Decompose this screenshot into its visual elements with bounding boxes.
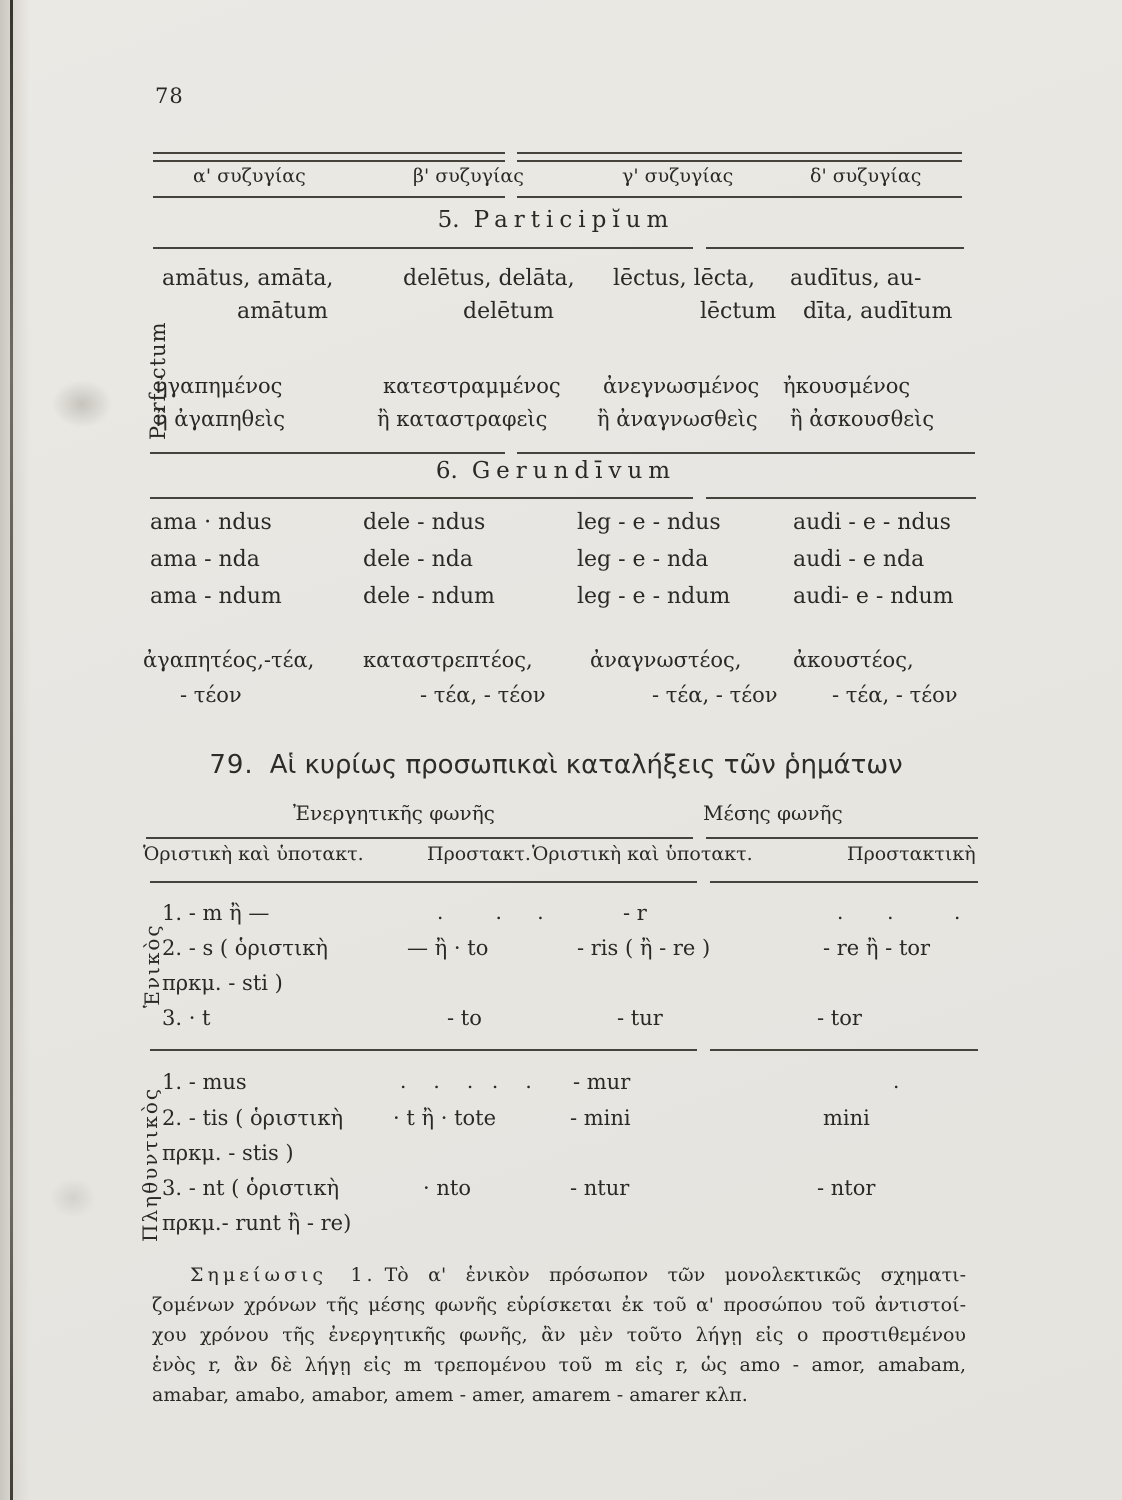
ending-cell-empty: . . . . . bbox=[400, 1069, 534, 1093]
page-number: 78 bbox=[155, 84, 184, 108]
participle-greek-cell: ἢ ἀγαπηθεὶς bbox=[155, 407, 286, 431]
gerundive-latin-cell: dele - ndum bbox=[363, 584, 495, 609]
note-line bbox=[152, 1262, 966, 1289]
participle-latin-cell: delētus, delāta, bbox=[403, 266, 575, 291]
ending-cell: - tor bbox=[817, 1006, 862, 1030]
ending-cell: - tur bbox=[617, 1006, 663, 1030]
ending-cell-empty: . . . bbox=[837, 900, 963, 924]
gerundive-greek-cell: - τέον bbox=[180, 683, 242, 707]
participle-latin-cell: lēctum bbox=[700, 299, 777, 324]
note-label: Σημείωσις 1. bbox=[190, 1264, 377, 1286]
ending-cell: - mur bbox=[573, 1070, 631, 1094]
rule bbox=[710, 1049, 978, 1051]
gerundive-latin-cell: audi - e nda bbox=[793, 547, 925, 572]
gerundive-greek-cell: καταστρεπτέος, bbox=[363, 648, 533, 672]
gerundive-greek-cell: ἀναγνωστέος, bbox=[590, 648, 742, 672]
ending-cell: - to bbox=[447, 1006, 482, 1030]
participle-latin-cell: dīta, audītum bbox=[803, 299, 953, 324]
ending-cell: mini bbox=[823, 1106, 870, 1130]
scan-smudge bbox=[52, 380, 112, 428]
rule bbox=[706, 837, 978, 839]
section-heading-gerundivum bbox=[150, 458, 962, 484]
gerundive-greek-cell: ἀγαπητέος,-τέα, bbox=[143, 648, 315, 672]
rule bbox=[150, 452, 505, 454]
ending-cell: 3. · t bbox=[162, 1006, 211, 1030]
note-line: ἑνὸς r, ἂν δὲ λήγῃ εἰς m τρεπομένου τοῦ m εἰς r, ὡς amo - amor, amabam, bbox=[152, 1354, 966, 1376]
gerundive-greek-cell: - τέα, - τέον bbox=[832, 683, 958, 707]
col-header-3: Ὁριστικὴ καὶ ὑποτακτ. bbox=[532, 843, 753, 865]
participle-greek-cell: ἢ ἀσκουσθεὶς bbox=[790, 407, 935, 431]
section-title: Participĭum bbox=[473, 207, 675, 233]
rule bbox=[706, 497, 976, 499]
ending-cell: - ris ( ἢ - re ) bbox=[577, 936, 711, 960]
participle-latin-cell: amātus, amāta, bbox=[162, 266, 334, 291]
rule bbox=[153, 196, 505, 198]
rule bbox=[153, 160, 505, 162]
ending-cell: - mini bbox=[570, 1106, 631, 1130]
ending-cell: - ntor bbox=[817, 1176, 876, 1200]
ending-cell: 1. - m ἢ — bbox=[162, 901, 270, 925]
voice-header-middle: Μέσης φωνῆς bbox=[703, 801, 843, 825]
ending-cell: πρκμ. - stis ) bbox=[162, 1141, 294, 1165]
conjugation-col-4: δ' συζυγίας bbox=[810, 165, 922, 187]
section-title: Αἱ κυρίως προσωπικαὶ καταλήξεις τῶν ῥημάτων bbox=[269, 750, 903, 780]
rule bbox=[153, 247, 693, 249]
gerundive-latin-cell: ama · ndus bbox=[150, 510, 272, 535]
section-79-heading bbox=[150, 750, 962, 780]
ending-cell: 3. - nt ( ὁριστικὴ bbox=[162, 1176, 340, 1200]
gerundive-greek-cell: - τέα, - τέον bbox=[420, 683, 546, 707]
rule bbox=[153, 152, 505, 154]
ending-cell: 2. - tis ( ὁριστικὴ bbox=[162, 1106, 344, 1130]
participle-greek-cell: κατεστραμμένος bbox=[383, 374, 561, 398]
note-line: ζομένων χρόνων τῆς μέσης φωνῆς εὑρίσκεται ἐκ τοῦ α' προσώπου τοῦ ἀντιστοί- bbox=[152, 1294, 966, 1316]
gerundive-greek-cell: ἀκουστέος, bbox=[793, 648, 914, 672]
rule bbox=[517, 196, 962, 198]
ending-cell: — ἢ · to bbox=[407, 936, 489, 960]
ending-cell: πρκμ. - sti ) bbox=[162, 971, 283, 995]
page-binding-line bbox=[10, 0, 13, 1500]
ending-cell: 1. - mus bbox=[162, 1070, 247, 1094]
participle-greek-cell: ἢ ἀναγνωσθεὶς bbox=[597, 407, 758, 431]
participle-latin-cell: audītus, au- bbox=[790, 266, 922, 291]
gerundive-latin-cell: dele - nda bbox=[363, 547, 473, 572]
participle-latin-cell: lēctus, lēcta, bbox=[613, 266, 755, 291]
note-line: χου χρόνου τῆς ἐνεργητικῆς φωνῆς, ἂν μὲν τοῦτο λήγῃ εἰς o προστιθεμένου bbox=[152, 1324, 966, 1346]
col-header-1: Ὁριστικὴ καὶ ὑποτακτ. bbox=[143, 843, 364, 865]
row-label-plural: Πληθυντικὸς bbox=[138, 1086, 162, 1242]
ending-cell: · nto bbox=[423, 1176, 471, 1200]
participle-latin-cell: amātum bbox=[237, 299, 328, 324]
participle-greek-cell: ἠγαπημένος bbox=[155, 374, 283, 398]
gerundive-latin-cell: leg - e - ndus bbox=[577, 510, 721, 535]
rule bbox=[517, 152, 962, 154]
note-line: amabar, amabo, amabor, amem - amer, amarem - amarer κλπ. bbox=[152, 1384, 748, 1406]
conjugation-col-3: γ' συζυγίας bbox=[622, 165, 734, 187]
section-number: 6. bbox=[435, 458, 458, 484]
ending-cell: 2. - s ( ὁριστικὴ bbox=[162, 936, 328, 960]
gerundive-latin-cell: audi- e - ndum bbox=[793, 584, 954, 609]
participle-greek-cell: ἢ καταστραφεὶς bbox=[377, 407, 548, 431]
section-title: Gerundīvum bbox=[471, 458, 677, 484]
rule bbox=[150, 881, 697, 883]
conjugation-col-2: β' συζυγίας bbox=[413, 165, 524, 187]
scan-smudge bbox=[50, 1178, 96, 1218]
section-number: 79. bbox=[209, 750, 254, 780]
ending-cell: - r bbox=[623, 901, 647, 925]
gerundive-latin-cell: ama - ndum bbox=[150, 584, 282, 609]
note-text: Τὸ α' ἑνικὸν πρόσωπον τῶν μονολεκτικῶς σχηματι- bbox=[384, 1264, 966, 1286]
conjugation-col-1: α' συζυγίας bbox=[193, 165, 306, 187]
gerundive-latin-cell: audi - e - ndus bbox=[793, 510, 951, 535]
gerundive-latin-cell: dele - ndus bbox=[363, 510, 486, 535]
gerundive-greek-cell: - τέα, - τέον bbox=[652, 683, 778, 707]
col-header-2: Προστακτ. bbox=[427, 843, 531, 865]
ending-cell: - ntur bbox=[570, 1176, 630, 1200]
section-number: 5. bbox=[437, 207, 460, 233]
rule bbox=[517, 160, 962, 162]
rule bbox=[710, 881, 978, 883]
participle-greek-cell: ἠκουσμένος bbox=[783, 374, 911, 398]
rule bbox=[706, 247, 964, 249]
section-heading-participium bbox=[150, 207, 962, 233]
gerundive-latin-cell: leg - e - nda bbox=[577, 547, 709, 572]
row-label-perfectum: Perfectum bbox=[146, 321, 170, 440]
rule bbox=[150, 1049, 697, 1051]
ending-cell: · t ἢ · tote bbox=[393, 1106, 497, 1130]
ending-cell: - re ἢ - tor bbox=[823, 936, 931, 960]
page-edge-shading bbox=[0, 0, 30, 1500]
voice-header-active: Ἐνεργητικῆς φωνῆς bbox=[293, 801, 495, 825]
rule bbox=[146, 837, 693, 839]
ending-cell-empty: . bbox=[893, 1069, 902, 1093]
rule bbox=[150, 497, 693, 499]
gerundive-latin-cell: leg - e - ndum bbox=[577, 584, 731, 609]
participle-greek-cell: ἀνεγνωσμένος bbox=[603, 374, 760, 398]
participle-latin-cell: delētum bbox=[463, 299, 555, 324]
row-label-singular: Ἑνικὸς bbox=[140, 923, 164, 1008]
ending-cell: πρκμ.- runt ἢ - re) bbox=[162, 1211, 352, 1235]
col-header-4: Προστακτικὴ bbox=[847, 843, 976, 865]
rule bbox=[517, 452, 975, 454]
gerundive-latin-cell: ama - nda bbox=[150, 547, 260, 572]
ending-cell-empty: . . . bbox=[437, 900, 546, 924]
